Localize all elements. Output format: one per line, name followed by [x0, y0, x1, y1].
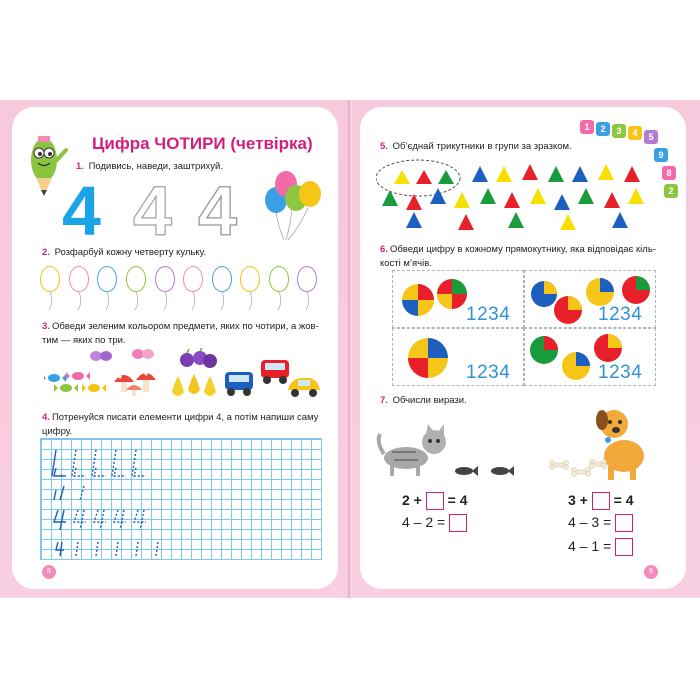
task-text-continued: кості м’ячів.	[380, 258, 432, 269]
task-number: 2.	[42, 247, 50, 258]
number-cube: 2	[664, 184, 678, 198]
balloon-strings-icon	[40, 292, 322, 312]
butterflies-icon[interactable]	[88, 346, 158, 368]
expression-part: 2 +	[402, 492, 422, 508]
page-title: Цифра ЧОТИРИ (четвірка)	[92, 134, 313, 153]
mushrooms-icon[interactable]	[110, 368, 160, 398]
answer-box[interactable]	[615, 514, 633, 532]
plums-icon[interactable]	[178, 348, 218, 370]
page-number-right: 9	[644, 565, 658, 579]
number-cube: 3	[612, 124, 626, 138]
outline-balloon[interactable]	[183, 266, 203, 292]
task-number: 6.	[380, 244, 388, 255]
task-number: 1.	[76, 161, 84, 172]
task-6-instruction	[380, 243, 656, 271]
expression-part: 4 – 1 =	[568, 538, 612, 554]
answer-box[interactable]	[449, 514, 467, 532]
answer-box[interactable]	[615, 538, 633, 556]
task-3-instruction	[42, 320, 319, 348]
task-number: 7.	[380, 395, 388, 406]
task-2-instruction	[42, 246, 206, 260]
blue-car-icon[interactable]	[222, 368, 256, 398]
number-cube: 9	[654, 148, 668, 162]
outline-balloon[interactable]	[297, 266, 317, 292]
count-digits[interactable]: 1234	[598, 362, 643, 383]
expression-part: 4 – 3 =	[568, 514, 612, 530]
expression-row	[402, 492, 468, 510]
outline-balloon[interactable]	[69, 266, 89, 292]
expression-part: = 4	[613, 492, 634, 508]
task-text: Потренуйся писати елементи цифри 4, а потім напиши саму	[51, 412, 319, 423]
triangles-field[interactable]	[376, 158, 656, 232]
outline-balloon[interactable]	[212, 266, 232, 292]
task-7-instruction	[380, 394, 467, 408]
task-text: Обведи зеленим кольором предмети, яких по чотири, а жов-	[51, 321, 319, 332]
outline-balloon[interactable]	[240, 266, 260, 292]
outline-balloon[interactable]	[126, 266, 146, 292]
number-cube: 8	[662, 166, 676, 180]
handwriting-strokes	[40, 438, 322, 560]
bones-icon	[548, 458, 610, 480]
expression-row	[402, 514, 467, 532]
yellow-car-icon[interactable]	[286, 372, 322, 400]
balloons-icon	[256, 170, 326, 242]
task-text: Розфарбуй кожну четверту кульку.	[54, 247, 207, 258]
count-digits[interactable]: 1234	[466, 304, 511, 325]
count-digits[interactable]: 1234	[466, 362, 511, 383]
candies-icon[interactable]	[44, 368, 108, 396]
outline-balloon[interactable]	[40, 266, 60, 292]
task-number: 4.	[42, 412, 50, 423]
number-cube: 2	[596, 122, 610, 136]
fish-icon	[452, 464, 522, 478]
task-text: Обведи цифру в кожному прямокутнику, яка відповідає кіль-	[389, 244, 656, 255]
page-number-left: 8	[42, 565, 56, 579]
task-text-continued: тим — яких по три.	[42, 335, 126, 346]
task-5-instruction	[380, 140, 572, 154]
task-number: 5.	[380, 141, 388, 152]
expression-row	[568, 492, 634, 510]
number-cube: 4	[628, 126, 642, 140]
task-text: Об’єднай трикутники в групи за зразком.	[392, 141, 572, 152]
task-number: 3.	[42, 321, 50, 332]
expression-part: 4 – 2 =	[402, 514, 446, 530]
expression-row	[568, 538, 633, 556]
count-digits[interactable]: 1234	[598, 304, 643, 325]
outline-balloon[interactable]	[155, 266, 175, 292]
expression-part: = 4	[447, 492, 468, 508]
task-4-instruction	[42, 411, 318, 439]
expression-row	[568, 514, 633, 532]
digit-four-dashed: 4	[133, 172, 172, 250]
cat-icon	[376, 422, 452, 478]
task-text: Обчисли вирази.	[392, 395, 467, 406]
outline-balloon[interactable]	[269, 266, 289, 292]
number-cube: 5	[644, 130, 658, 144]
number-cube: 1	[580, 120, 594, 134]
expression-part: 3 +	[568, 492, 588, 508]
outline-balloon[interactable]	[97, 266, 117, 292]
answer-box[interactable]	[592, 492, 610, 510]
task-text-continued: цифру.	[42, 426, 73, 437]
task-text: Подивись, наведи, заштрихуй.	[88, 161, 223, 172]
digit-four-solid: 4	[62, 172, 101, 250]
pears-icon[interactable]	[168, 372, 220, 400]
digit-four-hatched: 4	[198, 172, 237, 250]
book-gutter	[348, 100, 352, 598]
answer-box[interactable]	[426, 492, 444, 510]
